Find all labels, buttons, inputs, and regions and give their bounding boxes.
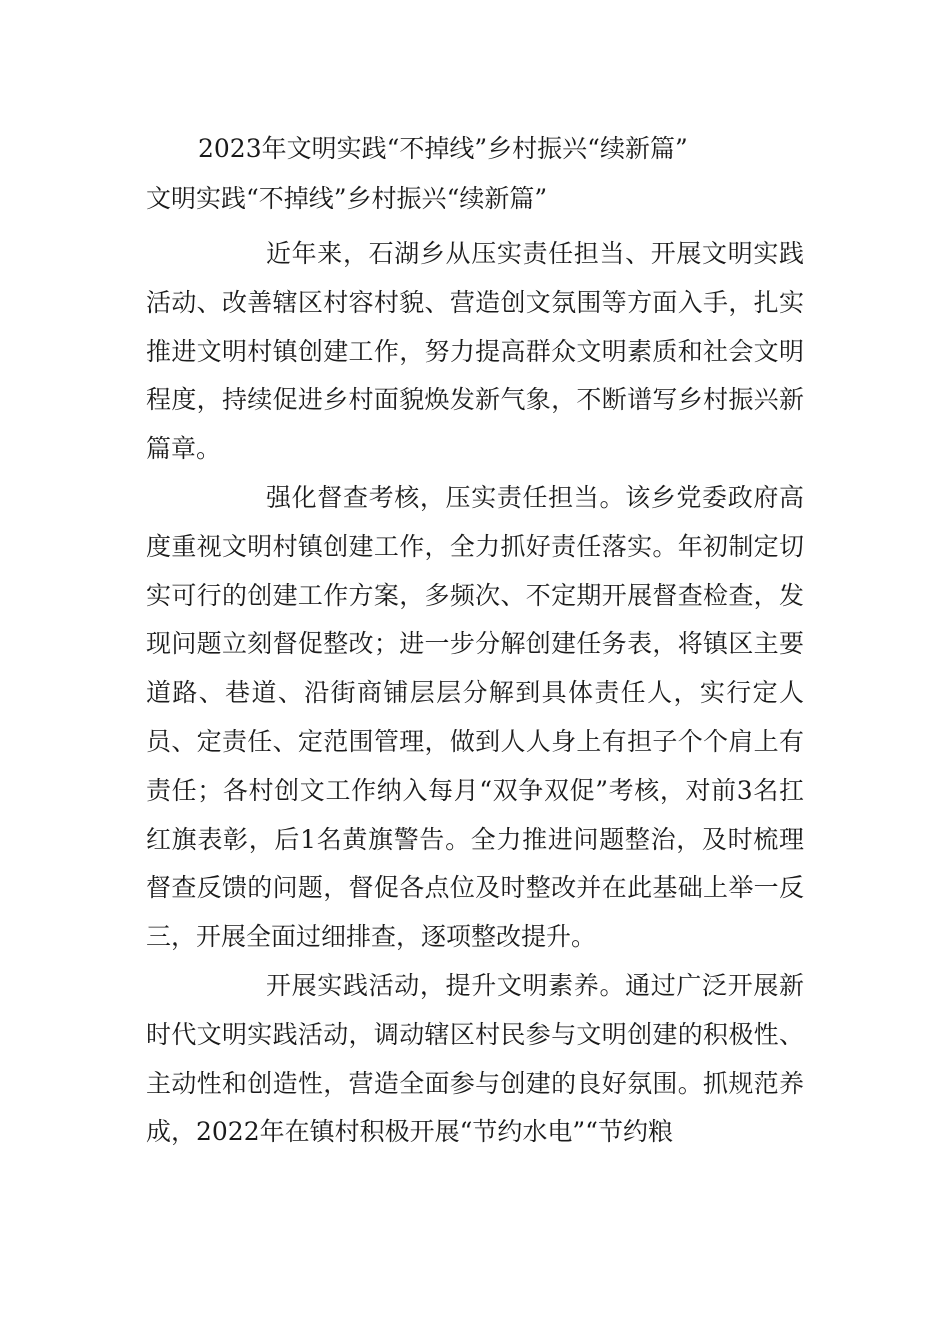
paragraph-supervision: 强化督查考核，压实责任担当。该乡党委政府高度重视文明村镇创建工作，全力抓好责任落实。年初制定切实可行的创建工作方案，多频次、不定期开展督查检查，发现问题立刻督促整改；进一步分解创建任务表，将镇区主要道路、巷道、沿街商铺层层分解到具体责任人，实行定人员、定责任、定范围管理，做到人人身上有担子个个肩上有责任；各村创文工作纳入每月“双争双促”考核，对前3名扛红旗表彰，后1名黄旗警告。全力推进问题整治，及时梳理督查反馈的问题，督促各点位及时整改并在此基础上举一反三，开展全面过细排查，逐项整改提升。: [146, 482, 804, 952]
document-body: [146, 230, 804, 1157]
document-title: 2023年文明实践“不掉线”乡村振兴“续新篇”: [198, 134, 688, 163]
document-subtitle: 文明实践“不掉线”乡村振兴“续新篇”: [146, 184, 548, 213]
paragraph-intro: 近年来，石湖乡从压实责任担当、开展文明实践活动、改善辖区村容村貌、营造创文氛围等方面入手，扎实推进文明村镇创建工作，努力提高群众文明素质和社会文明程度，持续促进乡村面貌焕发新气象，不断谱写乡村振兴新篇章。: [146, 239, 804, 464]
paragraph-practice: 开展实践活动，提升文明素养。通过广泛开展新时代文明实践活动，调动辖区村民参与文明创建的积极性、主动性和创造性，营造全面参与创建的良好氛围。抓规范养成，2022年在镇村积极开展“节约水电”“节约粮: [146, 970, 804, 1147]
